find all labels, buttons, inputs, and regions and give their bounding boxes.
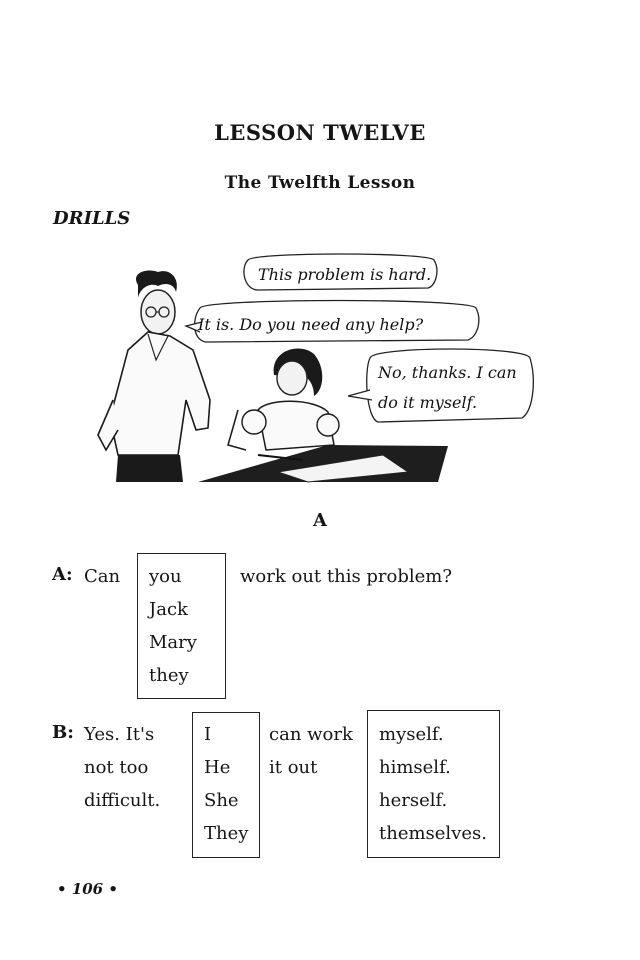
verb-line: it out bbox=[269, 757, 318, 778]
subject-option: they bbox=[149, 665, 189, 686]
section-label: A bbox=[313, 510, 327, 531]
reflexive-option: themselves. bbox=[379, 823, 487, 844]
drill-b-reflexives bbox=[379, 718, 487, 850]
subject-option: Mary bbox=[149, 632, 197, 653]
lead-line: not too bbox=[84, 757, 149, 778]
drill-b-subjects bbox=[204, 718, 248, 850]
subject-option: I bbox=[204, 724, 212, 745]
subject-option: Jack bbox=[149, 599, 188, 620]
subject-option: He bbox=[204, 757, 231, 778]
lesson-title: LESSON TWELVE bbox=[214, 120, 426, 145]
subject-option: you bbox=[149, 566, 182, 587]
speaker-a: A: bbox=[52, 564, 73, 585]
drill-b-verb bbox=[269, 718, 353, 784]
reflexive-option: myself. bbox=[379, 724, 444, 745]
drill-b-lead bbox=[84, 718, 160, 817]
reflexive-option: himself. bbox=[379, 757, 451, 778]
woman-figure bbox=[228, 349, 339, 460]
illustration bbox=[78, 250, 548, 490]
lead-line: Yes. It's bbox=[84, 724, 155, 745]
speech-text-3: No, thanks. I can bbox=[378, 363, 517, 382]
drill-a-rest: work out this problem? bbox=[240, 566, 453, 587]
page-number: • 106 • bbox=[57, 880, 118, 898]
lesson-subtitle: The Twelfth Lesson bbox=[224, 173, 416, 193]
speaker-b: B: bbox=[52, 722, 74, 743]
verb-line: can work bbox=[269, 724, 353, 745]
subject-option: She bbox=[204, 790, 239, 811]
speech-text-1: This problem is hard. bbox=[258, 265, 432, 284]
speech-text-2: It is. Do you need any help? bbox=[198, 315, 424, 334]
man-figure bbox=[98, 271, 210, 482]
drill-a-lead: Can bbox=[84, 566, 121, 587]
subject-option: They bbox=[204, 823, 249, 844]
reflexive-option: herself. bbox=[379, 790, 448, 811]
lead-line: difficult. bbox=[84, 790, 161, 811]
speech-text-4: do it myself. bbox=[378, 393, 478, 412]
drill-a-subjects bbox=[149, 560, 197, 692]
drills-heading: DRILLS bbox=[53, 208, 131, 229]
